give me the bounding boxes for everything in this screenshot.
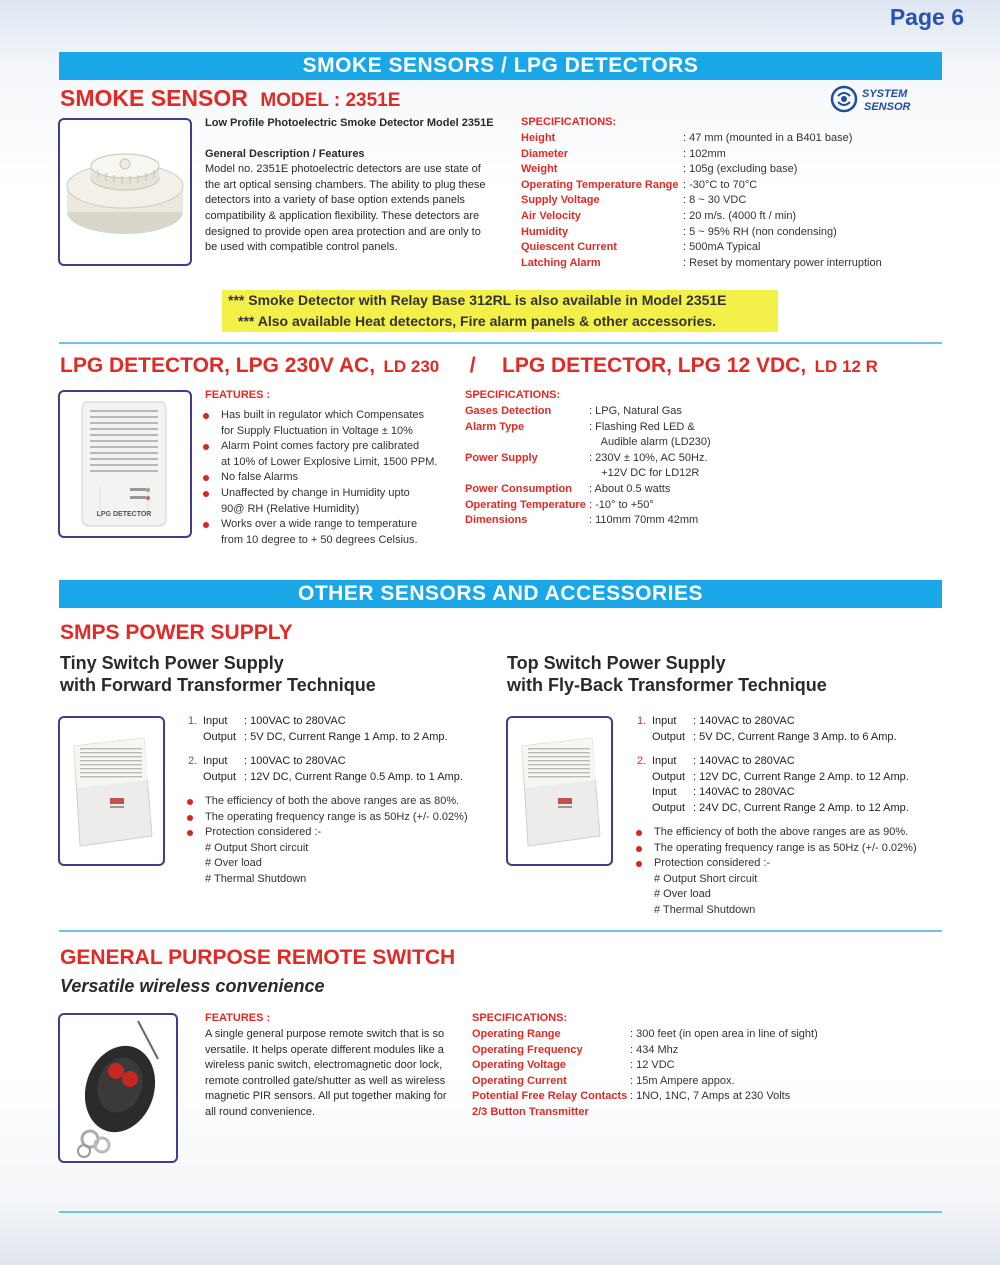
protection-item: # Over load [654,888,711,901]
spec-value: : 47 mm (mounted in a B401 base) [683,132,853,144]
spec-number: 1. [637,715,647,727]
spec-value: : 140VAC to 280VAC [693,786,795,799]
spec-value: : 12V DC, Current Range 2 Amp. to 12 Amp. [693,770,909,783]
spec-value: : LPG, Natural Gas [589,405,682,417]
lpg-title-separator: / [469,354,476,377]
spec-label: Input [203,715,228,727]
lpg-detector-photo [58,390,192,538]
spec-label: Input [652,755,677,767]
lpg-title-a: LPG DETECTOR, LPG 230V AC, [60,354,376,377]
lpg-title [60,354,878,378]
bullet-item: The efficiency of both the above ranges are as 90%. [633,825,933,841]
spec-value: : 12 VDC [630,1059,675,1072]
smps-right-heading [507,652,827,696]
spec-value: : About 0.5 watts [589,483,671,495]
spec-value: : 434 Mhz [630,1043,679,1056]
smoke-subtitle: Low Profile Photoelectric Smoke Detector Model 2351E [205,117,494,129]
remote-spec-table [472,1027,892,1123]
page-number: Page 6 [889,4,964,30]
smoke-desc-line: the art optical sensing chambers. The ability to plug these [205,178,486,191]
lpg-device-label: LPG DETECTOR [96,511,152,518]
remote-switch-photo [58,1013,178,1163]
spec-key: Alarm Type [465,420,525,433]
spec-label: Input [203,755,228,767]
feature-item [200,408,460,439]
spec-value: : 300 feet (in open area in line of sight) [630,1028,818,1040]
spec-key: Operating Voltage [472,1059,566,1072]
spec-key: Quiescent Current [521,241,617,254]
smoke-desc-heading: General Description / Features [205,147,365,160]
remote-subtitle: Versatile wireless convenience [60,976,325,996]
protection-item: # Over load [205,857,262,870]
spec-label: Input [652,786,677,799]
spec-value: : 1NO, 1NC, 7 Amps at 230 Volts [630,1090,791,1103]
feature-line: 90@ RH (Relative Humidity) [221,502,360,515]
spec-value: : 500mA Typical [683,241,761,254]
smps-tiny-switch-photo [58,716,165,866]
spec-label: Input [652,715,677,727]
smps-left-bullets [184,794,484,888]
spec-value: : 5V DC, Current Range 3 Amp. to 6 Amp. [693,730,897,743]
spec-value: : 102mm [683,147,726,160]
feature-line: No false Alarms [221,471,299,484]
spec-key: Humidity [521,225,569,238]
smps-right-bullets [633,825,933,919]
spec-key: Power Consumption [465,483,572,495]
spec-value: +12V DC for LD12R [589,467,700,480]
remote-features-heading: FEATURES : [205,1012,271,1024]
section-divider [59,342,942,344]
lpg-model-a: LD 230 [383,357,440,376]
spec-key: Operating Temperature Range [521,178,679,191]
spec-number: 2. [188,755,198,767]
lpg-spec-heading: SPECIFICATIONS: [465,389,561,401]
section-banner-other-sensors: OTHER SENSORS AND ACCESSORIES [59,580,942,608]
svg-text:SYSTEM: SYSTEM [862,88,908,100]
spec-value: : 20 m/s. (4000 ft / min) [683,210,797,222]
smoke-desc-line: compatibility & application flexibility. These detectors are [205,209,480,222]
spec-label: Output [652,730,686,743]
spec-value: : Reset by momentary power interruption [683,256,882,269]
spec-value: Audible alarm (LD230) [589,436,711,449]
spec-key: Latching Alarm [521,256,601,269]
spec-group [188,754,488,786]
smoke-model-text: MODEL : 2351E [260,90,401,111]
bullet-item: Protection considered :- [633,856,933,872]
spec-key: Dimensions [465,514,528,527]
smoke-desc-line: be used with compatible control panels. [205,241,398,254]
feature-line: A single general purpose remote switch that is so [205,1028,445,1040]
smoke-description [205,116,505,256]
feature-item [200,470,460,486]
spec-key: Gases Detection [465,405,552,417]
feature-line: at 10% of Lower Explosive Limit, 1500 PPM. [221,455,438,468]
feature-line: remote controlled gate/shutter as well as wireless [205,1074,446,1087]
heading-line: with Fly-Back Transformer Technique [507,675,827,695]
feature-line: Unaffected by change in Humidity upto [221,486,410,499]
availability-note: *** Smoke Detector with Relay Base 312RL is also available in Model 2351E [228,292,727,308]
smoke-sensor-title [60,85,400,112]
feature-item [200,439,460,470]
spec-key: Supply Voltage [521,194,600,207]
feature-line: all round convenience. [205,1105,316,1118]
spec-value: : 15m Ampere appox. [630,1074,735,1087]
spec-key: Air Velocity [521,210,581,222]
smoke-spec-table [521,131,941,272]
smoke-title-text: SMOKE SENSOR [60,85,248,111]
spec-value: : 100VAC to 280VAC [244,755,346,767]
spec-key: 2/3 Button Transmitter [472,1106,589,1118]
svg-text:SENSOR: SENSOR [864,101,911,113]
smoke-desc-line: detectors into a variety of base option extends panels [205,194,465,207]
spec-label: Output [203,730,237,743]
spec-key: Operating Frequency [472,1043,583,1056]
bullet-item: The efficiency of both the above ranges are as 80%. [184,794,484,810]
smps-left-specs [188,714,488,964]
bullet-item: The operating frequency range is as 50Hz (+/- 0.02%) [633,841,933,857]
spec-label: Output [203,770,237,783]
spec-value: : -30°C to 70°C [683,178,758,191]
spec-value: : 105g (excluding base) [683,163,798,176]
remote-features-text [205,1027,465,1121]
protection-item: # Thermal Shutdown [654,903,756,916]
spec-value: : 5 ~ 95% RH (non condensing) [683,225,837,238]
spec-value: : 140VAC to 280VAC [693,715,795,727]
spec-value: : Flashing Red LED & [589,420,695,433]
protection-item: # Output Short circuit [654,872,758,885]
feature-item [200,486,460,517]
feature-line: from 10 degree to + 50 degrees Celsius. [221,533,418,546]
spec-key: Height [521,132,556,144]
spec-group [188,714,488,746]
spec-group [637,714,937,746]
section-divider [59,930,942,932]
feature-line: magnetic PIR sensors. All put together making for [205,1090,447,1103]
spec-key: Operating Temperature [465,498,586,511]
spec-number: 2. [637,755,647,767]
spec-label: Output [652,770,686,783]
spec-number: 1. [188,715,198,727]
section-divider [59,1211,942,1213]
lpg-title-b: LPG DETECTOR, LPG 12 VDC, [502,354,807,377]
heading-line: with Forward Transformer Technique [60,675,376,695]
spec-group [637,754,937,818]
spec-label: Output [652,801,686,814]
heading-line: Tiny Switch Power Supply [60,653,284,673]
remote-spec-heading: SPECIFICATIONS: [472,1012,568,1024]
spec-value: : 110mm 70mm 42mm [589,514,699,527]
smoke-desc-line: designed to provide open area protection and are only to [205,225,481,238]
feature-item [200,517,460,548]
smoke-desc-line: Model no. 2351E photoelectric detectors are use state of [205,163,481,176]
spec-value: : -10° to +50° [589,498,654,511]
spec-value: : 100VAC to 280VAC [244,715,346,727]
feature-line: Alarm Point comes factory pre calibrated [221,440,420,453]
bullet-item: Protection considered :- [184,825,484,841]
spec-value: : 24V DC, Current Range 2 Amp. to 12 Amp. [693,801,909,814]
protection-item: # Output Short circuit [205,841,309,854]
spec-value: : 8 ~ 30 VDC [683,194,747,207]
feature-line: Works over a wide range to temperature [221,518,418,531]
spec-value: : 5V DC, Current Range 1 Amp. to 2 Amp. [244,730,448,743]
feature-line: for Supply Fluctuation in Voltage ± 10% [221,424,413,437]
spec-key: Operating Current [472,1074,567,1087]
availability-note: *** Also available Heat detectors, Fire alarm panels & other accessories. [238,313,717,329]
lpg-features-list [200,408,460,548]
smps-right-specs [637,714,937,924]
smoke-spec-heading: SPECIFICATIONS: [521,116,617,128]
spec-value: : 140VAC to 280VAC [693,755,795,767]
system-sensor-logo [830,84,942,114]
availability-note-box [222,290,778,332]
remote-title: GENERAL PURPOSE REMOTE SWITCH [60,946,456,969]
heading-line: Top Switch Power Supply [507,653,726,673]
smps-title: SMPS POWER SUPPLY [60,621,293,644]
spec-key: Operating Range [472,1028,561,1040]
spec-value: : 12V DC, Current Range 0.5 Amp. to 1 Amp. [244,770,463,783]
spec-key: Diameter [521,147,569,160]
protection-item: # Thermal Shutdown [205,872,307,885]
bullet-item: The operating frequency range is as 50Hz (+/- 0.02%) [184,810,484,826]
smps-top-switch-photo [506,716,613,866]
spec-key: Potential Free Relay Contacts [472,1090,628,1103]
feature-line: versatile. It helps operate different modules like a [205,1043,444,1056]
smoke-detector-photo [58,118,192,266]
lpg-features-heading: FEATURES : [205,389,271,401]
smps-left-heading [60,652,376,696]
feature-line: wireless panic switch, electromagnetic door lock, [205,1059,443,1072]
spec-key: Weight [521,163,558,176]
spec-key: Power Supply [465,451,538,464]
lpg-model-b: LD 12 R [814,357,878,376]
lpg-spec-table [465,404,765,530]
section-banner-smoke-lpg: SMOKE SENSORS / LPG DETECTORS [59,52,942,80]
spec-value: : 230V ± 10%, AC 50Hz. [589,451,708,464]
feature-line: Has built in regulator which Compensates [221,409,424,421]
